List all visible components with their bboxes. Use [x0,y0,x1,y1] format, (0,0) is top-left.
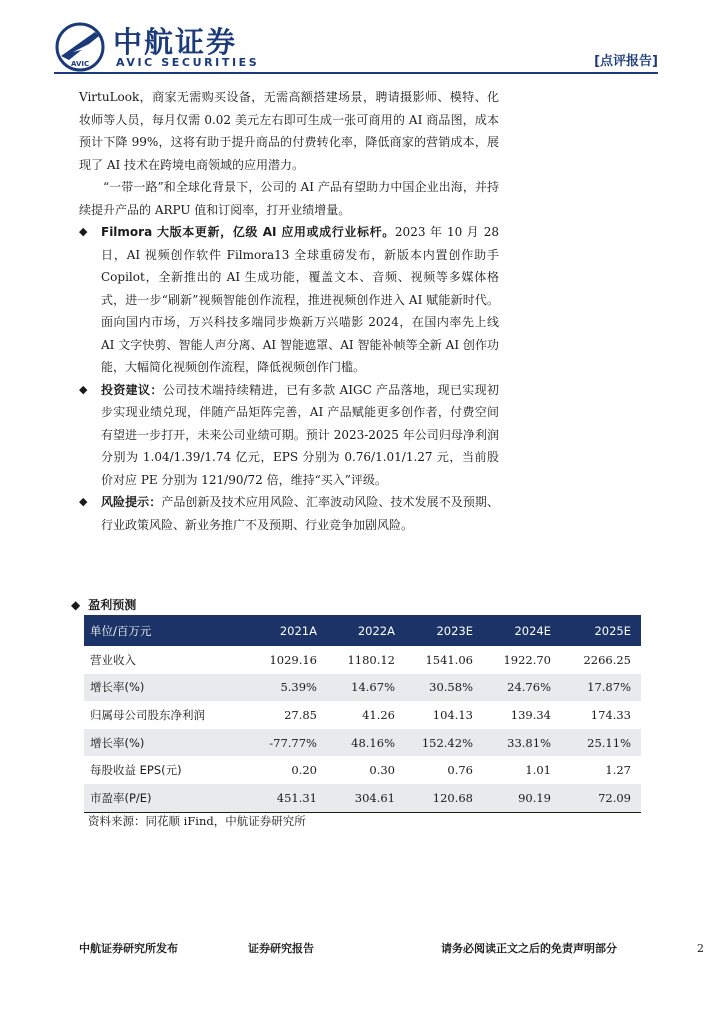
diamond-bullet-icon: ◆ [79,382,88,396]
footer-disclaimer: 请务必阅读正文之后的免责声明部分 [441,942,617,955]
row-label: 营业收入 [90,652,136,667]
table-cell: 72.09 [561,784,641,812]
bullet-title: Filmora 大版本更新，亿级 AI 应用或成行业标杆。 [101,225,395,239]
row-label: 增长率(%) [84,729,249,757]
forecast-section-title [71,596,136,613]
table-cell: 0.76 [447,763,473,778]
table-cell: 1.27 [605,763,631,778]
table-cell: 304.61 [327,784,405,812]
table-row [84,674,641,702]
bullet-investment-advice [79,379,499,492]
column-header: 2021A [249,615,327,646]
table-cell: 1541.06 [425,652,473,667]
footer-publisher: 中航证券研究所发布 [79,942,178,955]
table-cell: 2266.25 [583,652,631,667]
table-row [84,646,641,674]
column-header: 2024E [483,615,561,646]
column-header: 2023E [405,615,483,646]
column-header: 单位/百万元 [84,615,249,646]
logo-english-name: AVIC SECURITIES [116,56,260,69]
header-divider [54,72,658,74]
bullet-title: 投资建议： [101,382,163,397]
table-source-note: 资料来源：同花顺 iFind，中航证券研究所 [88,814,306,828]
page-number: 2 [697,942,704,955]
document-type-label: [点评报告] [594,54,658,69]
bullet-risk-warning [79,491,499,536]
table-cell: 120.68 [405,784,483,812]
report-body [79,86,499,536]
logo-chinese-name: 中航证券 [113,25,238,59]
table-cell: 5.39% [249,674,327,702]
bullet-text: 公司技术端持续精进，已有多款 AIGC 产品落地，现已实现初步实现业绩兑现，伴随产品矩阵完善，AI 产品赋能更多创作者，付费空间有望进一步打开，未来公司业绩可期。预计 2023-2025 年公司归母净利润分别为 1.04/1.39/1.74 亿元，EPS 分别为 0.76/1.01/1.27 元，当前股价对应 PE 分别为 121/90/72 倍，维持“买入”评级。 [101,382,499,487]
table-cell: 33.81% [483,729,561,757]
earnings-forecast-table [84,615,641,813]
page-header [0,0,724,80]
diamond-bullet-icon: ◆ [71,598,81,612]
avic-logo-icon [55,22,105,72]
table-row [84,784,641,812]
table-cell: 1922.70 [503,652,551,667]
paragraph-belt-road: “一带一路”和全球化背景下，公司的 AI 产品有望助力中国企业出海，并持续提升产品的 ARPU 值和订阅率，打开业绩增量。 [79,180,499,217]
table-cell: 451.31 [249,784,327,812]
diamond-bullet-icon: ◆ [79,495,88,508]
table-cell: 1.01 [525,763,551,778]
row-label: 市盈率(P/E) [84,784,249,812]
table-cell: 30.58% [405,674,483,702]
table-cell: 41.26 [362,707,395,722]
table-cell: 24.76% [483,674,561,702]
logo-mark-text: AVIC [71,60,90,68]
diamond-bullet-icon: ◆ [79,225,88,238]
table-cell: 14.67% [327,674,405,702]
table-cell: 48.16% [327,729,405,757]
table-row [84,701,641,729]
table-cell: 152.42% [405,729,483,757]
table-cell: 0.30 [369,763,395,778]
table-cell: 1180.12 [347,652,395,667]
bullet-filmora [79,221,499,379]
column-header: 2022A [327,615,405,646]
table-cell: 1029.16 [269,652,317,667]
table-cell: 25.11% [561,729,641,757]
table-row [84,729,641,757]
forecast-title-text: 盈利预测 [88,598,137,612]
bullet-title: 风险提示： [101,495,162,509]
column-header: 2025E [561,615,641,646]
table-cell: 139.34 [510,707,551,722]
row-label: 归属母公司股东净利润 [90,707,205,722]
table-cell: 0.20 [291,763,317,778]
table-cell: 27.85 [284,707,317,722]
row-label: 增长率(%) [84,674,249,702]
table-cell: -77.77% [249,729,327,757]
table-cell: 90.19 [483,784,561,812]
bullet-text: 2023 年 10 月 28 日，AI 视频创作软件 Filmora13 全球重磅发布，新版本内置创作助手 Copilot，全新推出的 AI 生成功能，覆盖文本、音频、视频等多媒体格式，进一步“刷新”视频智能创作流程，推进视频创作进入 AI 赋能新时代。面向国内市场，万兴科技多端同步焕新万兴喵影 2024，在国内率先上线 AI 文字快剪、智能人声分离、AI 智能遮罩、AI 智能补帧等全新 AI 创作功能，大幅简化视频创作流程，降低视频创作门槛。 [101,225,499,374]
table-cell: 104.13 [432,707,473,722]
table-cell: 17.87% [561,674,641,702]
row-label: 每股收益 EPS(元) [90,763,182,778]
paragraph-virtulook: VirtuLook，商家无需购买设备，无需高额搭建场景，聘请摄影师、模特、化妆师等人员，每月仅需 0.02 美元左右即可生成一张可商用的 AI 商品图，成本预计下降 99%，这将有助于提升商品的付费转化率，降低商家的营销成本，展现了 AI 技术在跨境电商领域的应用潜力。 [79,90,499,172]
bullet-text: 产品创新及技术应用风险、汇率波动风险、技术发展不及预期、行业政策风险、新业务推广不及预期、行业竞争加剧风险。 [101,495,499,532]
table-row [84,756,641,784]
table-header-row [84,615,641,646]
footer-report-type: 证券研究报告 [248,942,314,955]
table-cell: 174.33 [590,707,631,722]
